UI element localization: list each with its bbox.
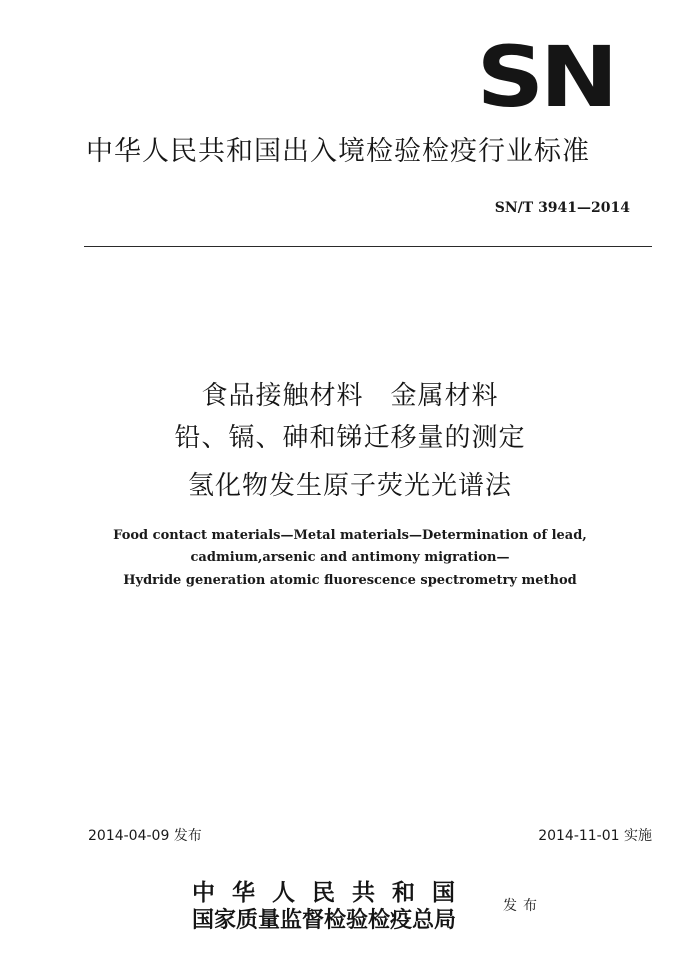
title-en-line-2: cadmium,arsenic and antimony migration— <box>190 550 510 565</box>
publisher-block <box>192 880 502 934</box>
title-en-line-3: Hydride generation atomic fluorescence spectrometry method <box>123 573 577 588</box>
issue-date: 2014-04-09 发布 <box>88 828 202 844</box>
publisher-line-1: 中华人民共和国 <box>192 879 472 906</box>
sn-logo: SN <box>476 28 614 126</box>
issuer-title: 中华人民共和国出入境检验检疫行业标准 <box>86 136 590 167</box>
publisher-line-2: 国家质量监督检验检疫总局 <box>192 907 457 933</box>
title-cn-line-3: 氢化物发生原子荧光光谱法 <box>187 471 512 501</box>
title-cn-line-1: 食品接触材料 金属材料 <box>201 381 499 411</box>
standard-number: SN/T 3941—2014 <box>494 200 630 216</box>
title-en-line-1: Food contact materials—Metal materials—Determination of lead, <box>113 528 587 543</box>
header-divider <box>84 246 652 247</box>
implementation-date: 2014-11-01 实施 <box>538 828 652 844</box>
title-cn-line-2: 铅、镉、砷和锑迁移量的测定 <box>174 423 526 453</box>
publish-label: 发布 <box>503 898 543 914</box>
